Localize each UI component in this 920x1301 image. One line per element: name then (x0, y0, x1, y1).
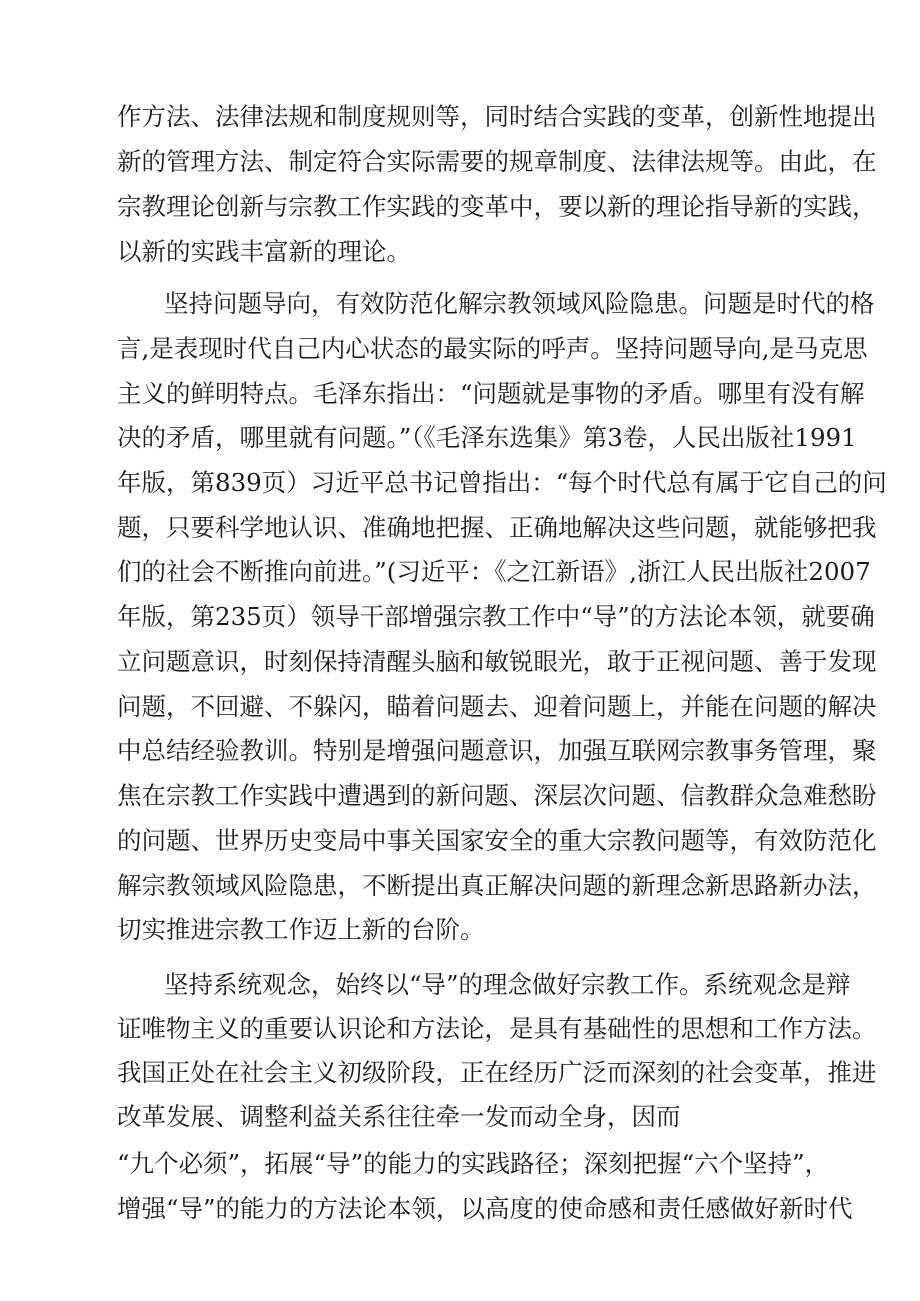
text-line: 年版，第839页）习近平总书记曾指出：“每个时代总有属于它自己的问 (117, 468, 887, 497)
text-line: 焦在宗教工作实践中遭遇到的新问题、深层次问题、信教群众急难愁盼 (117, 781, 877, 810)
text-line: 新的管理方法、制定符合实际需要的规章制度、法律法规等。由此，在 (117, 147, 877, 176)
text-line: 们的社会不断推向前进。”(习近平：《之江新语》,浙江人民出版社2007 (117, 557, 871, 586)
text-line: “九个必须”，拓展“导”的能力的实践路径；深刻把握“六个坚持”， (117, 1149, 830, 1178)
text-line: 言,是表现时代自己内心状态的最实际的呼声。坚持问题导向,是马克思 (117, 334, 868, 363)
text-line: 坚持系统观念，始终以“导”的理念做好宗教工作。系统观念是辩 (164, 970, 851, 999)
text-line: 坚持问题导向，有效防范化解宗教领域风险隐患。问题是时代的格 (164, 289, 875, 318)
text-line: 中总结经验教训。特别是增强问题意识，加强互联网宗教事务管理，聚 (117, 736, 877, 765)
text-line: 年版，第235页）领导干部增强宗教工作中“导”的方法论本领，就要确 (117, 602, 875, 631)
text-line: 的问题、世界历史变局中事关国家安全的重大宗教问题等，有效防范化 (117, 826, 877, 855)
text-line: 我国正处在社会主义初级阶段，正在经历广泛而深刻的社会变革，推进 (117, 1058, 877, 1087)
text-line: 改革发展、调整利益关系往往牵一发而动全身，因而 (117, 1102, 681, 1131)
text-line: 以新的实践丰富新的理论。 (117, 237, 411, 266)
text-line: 增强“导”的能力的方法论本领，以高度的使命感和责任感做好新时代 (117, 1194, 853, 1223)
text-line: 解宗教领域风险隐患，不断提出真正解决问题的新理念新思路新办法， (117, 871, 877, 900)
text-line: 问题，不回避、不躲闪，瞄着问题去、迎着问题上，并能在问题的解决 (117, 692, 877, 721)
text-line: 主义的鲜明特点。毛泽东指出：“问题就是事物的矛盾。哪里有没有解 (117, 379, 865, 408)
text-line: 作方法、法律法规和制度规则等，同时结合实践的变革，创新性地提出 (117, 102, 877, 131)
text-line: 宗教理论创新与宗教工作实践的变革中，要以新的理论指导新的实践， (117, 192, 877, 221)
text-line: 切实推进宗教工作迈上新的台阶。 (117, 915, 485, 944)
text-line: 决的矛盾，哪里就有问题。”（《毛泽东选集》第3卷，人民出版社1991 (117, 423, 857, 452)
text-line: 立问题意识，时刻保持清醒头脑和敏锐眼光，敢于正视问题、善于发现 (117, 647, 877, 676)
text-line: 证唯物主义的重要认识论和方法论，是具有基础性的思想和工作方法。 (117, 1014, 877, 1043)
text-line: 题，只要科学地认识、准确地把握、正确地解决这些问题，就能够把我 (117, 513, 877, 542)
